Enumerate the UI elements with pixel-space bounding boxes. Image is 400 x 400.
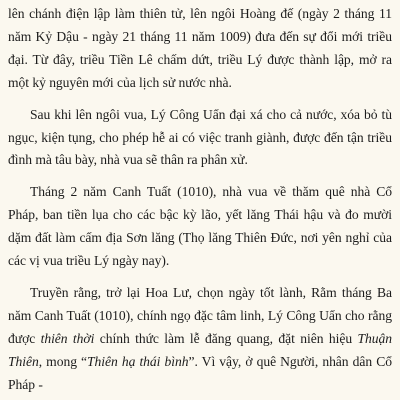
paragraph-1-text: lên chánh điện lập làm thiên tử, lên ngôi Hoàng đế (ngày 2 tháng 11 năm Kỷ Dậu - ngày 21 tháng 11 năm 1009) đưa đến sự đổi mới triều đại. Từ đây, triều Tiền Lê chấm dứt, triều Lý được thành lập, mở ra một kỷ nguyên mới của lịch sử nước nhà. xyxy=(8,6,392,90)
paragraph-4-italic-thien-thoi: thiên thời xyxy=(40,330,95,346)
paragraph-2-text: Sau khi lên ngôi vua, Lý Công Uẩn đại xá cho cả nước, xóa bỏ tù ngục, kiện tụng, cho phép hễ ai có việc tranh giành, được đến tận triều đình mà tâu bày, nhà vua sẽ thân ra phân xử. xyxy=(8,106,392,168)
paragraph-4-text-2: chính thức làm lễ đăng quang, đặt niên hiệu xyxy=(94,330,358,346)
paragraph-4 xyxy=(8,282,392,397)
paragraph-4-text-1: Truyền rằng, trở lại Hoa Lư, chọn ngày tốt lành, Rằm tháng Ba năm Canh Tuất (1010), chính ngọ đặc tâm linh, Lý Công Uẩn cho rằng được xyxy=(8,284,392,346)
paragraph-4-text-4: ”. Vì vậy, ở quê Người, nhân dân Cổ Pháp - xyxy=(8,353,392,392)
paragraph-1 xyxy=(8,3,392,95)
paragraph-3 xyxy=(8,181,392,273)
paragraph-3-text: Tháng 2 năm Canh Tuất (1010), nhà vua về thăm quê nhà Cổ Pháp, ban tiền lụa cho các bậc kỳ lão, yết lăng Thái hậu và đo mười dặm đất làm cấm địa Sơn lăng (Thọ lăng Thiên Đức, nơi yên nghỉ của các vị vua triều Lý ngày nay). xyxy=(8,184,392,269)
paragraph-4-italic-thien-ha-thai-binh: Thiên hạ thái bình xyxy=(87,353,189,369)
paragraph-2 xyxy=(8,104,392,173)
paragraph-4-italic-thuan-thien: Thuận Thiên xyxy=(8,330,392,369)
paragraph-4-text-3: , mong “ xyxy=(38,353,88,369)
